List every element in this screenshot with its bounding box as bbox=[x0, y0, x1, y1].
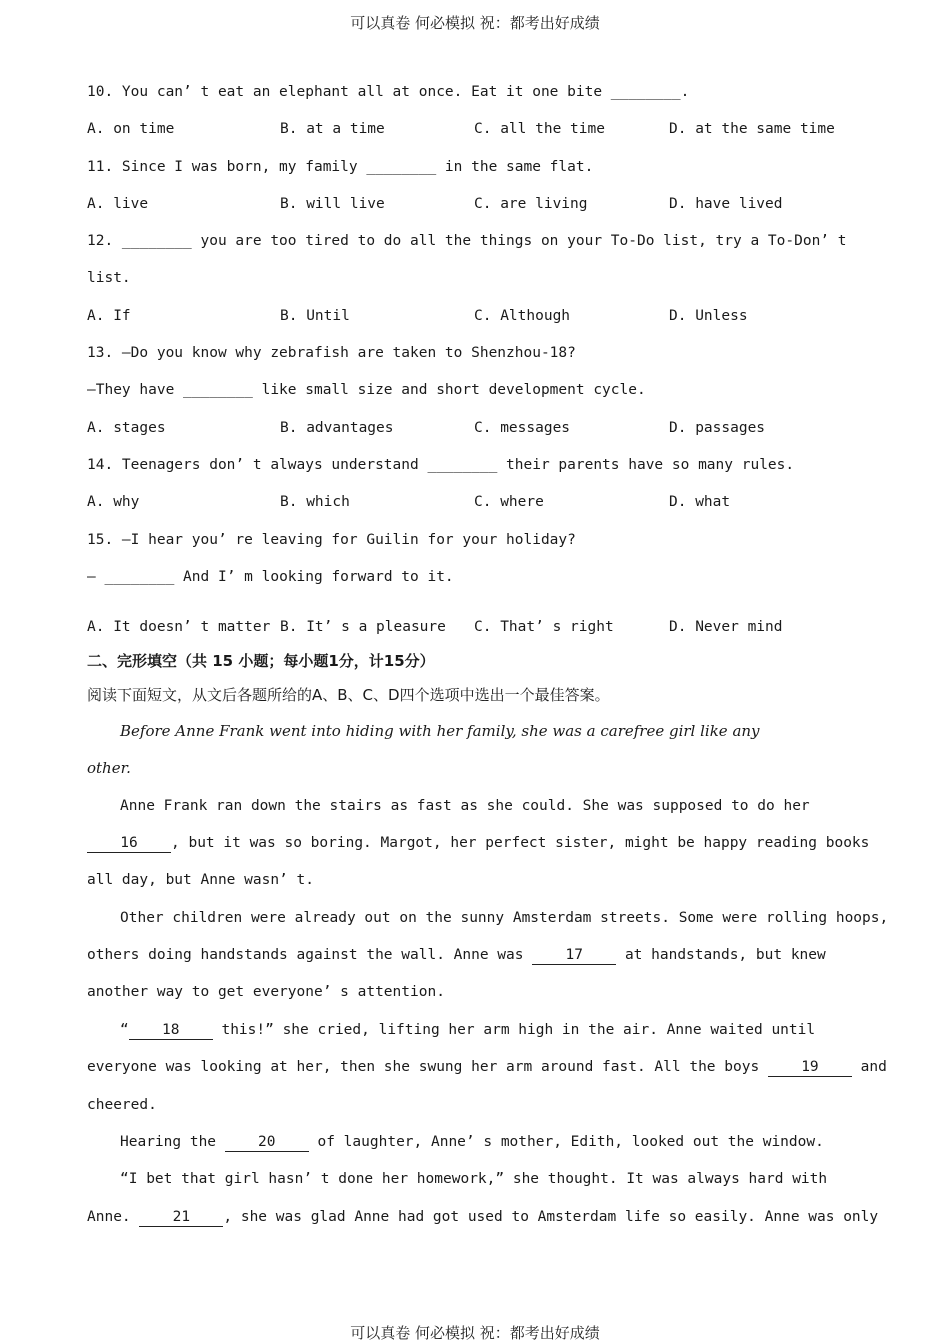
q14-option-a: A. why bbox=[87, 494, 140, 510]
passage-p1-line2 bbox=[87, 833, 869, 853]
passage-p2-line3: another way to get everyone’ s attention. bbox=[87, 984, 445, 1000]
passage-p3-line2 bbox=[87, 1057, 887, 1077]
q12-option-c: C. Although bbox=[474, 308, 571, 324]
page-footer: 可以真卷 何必模拟 祝：都考出好成绩 bbox=[350, 1324, 600, 1342]
q13-option-c: C. messages bbox=[474, 420, 571, 436]
q11-option-a: A. live bbox=[87, 196, 149, 212]
passage-p2-line1: Other children were already out on the sunny Amsterdam streets. Some were rolling hoops, bbox=[120, 910, 889, 926]
p1-line2-text: , but it was so boring. Margot, her perfect sister, might be happy reading books bbox=[171, 835, 870, 851]
p4-after: of laughter, Anne’ s mother, Edith, looked out the window. bbox=[308, 1134, 824, 1150]
passage-p3-line3: cheered. bbox=[87, 1097, 157, 1113]
q12-option-a: A. If bbox=[87, 308, 131, 324]
blank-17: 17 bbox=[532, 946, 616, 965]
p5-line2-before: Anne. bbox=[87, 1209, 140, 1225]
q15-blank: ________ bbox=[104, 569, 175, 585]
q14-option-d: D. what bbox=[669, 494, 731, 510]
q11-option-d: D. have lived bbox=[669, 196, 783, 212]
q15-option-d: D. Never mind bbox=[669, 619, 783, 635]
q14-option-b: B. which bbox=[280, 494, 350, 510]
p5-line2-after: , she was glad Anne had got used to Amsterdam life so easily. Anne was only bbox=[223, 1209, 879, 1225]
q15-option-a: A. It doesn’ t matter bbox=[87, 619, 271, 635]
question-15-reply bbox=[87, 567, 454, 587]
q11-option-b: B. will live bbox=[280, 196, 385, 212]
q14-option-c: C. where bbox=[474, 494, 544, 510]
q10-option-b: B. at a time bbox=[280, 121, 385, 137]
passage-p5-line2 bbox=[87, 1207, 878, 1227]
q10-option-d: D. at the same time bbox=[669, 121, 835, 137]
q15-option-b: B. It’ s a pleasure bbox=[280, 619, 446, 635]
question-15-stem: 15. —I hear you’ re leaving for Guilin for your holiday? bbox=[87, 532, 576, 548]
section-title: 二、完形填空（共 15 小题；每小题1分，计15分） bbox=[87, 652, 435, 670]
p4-before: Hearing the bbox=[120, 1134, 225, 1150]
question-13-stem: 13. —Do you know why zebrafish are taken to Shenzhou-18? bbox=[87, 345, 576, 361]
section-instruction: 阅读下面短文，从文后各题所给的A、B、C、D四个选项中选出一个最佳答案。 bbox=[87, 686, 610, 704]
passage-p1-line1: Anne Frank ran down the stairs as fast as she could. She was supposed to do her bbox=[120, 798, 810, 814]
q15-option-c: C. That’ s right bbox=[474, 619, 614, 635]
q13-option-d: D. passages bbox=[669, 420, 766, 436]
blank-20: 20 bbox=[225, 1133, 309, 1152]
question-11-stem: 11. Since I was born, my family ________ in the same flat. bbox=[87, 159, 594, 175]
p3-open-quote: “ bbox=[120, 1022, 129, 1038]
p3-line1-after: this!” she cried, lifting her arm high in the air. Anne waited until bbox=[212, 1022, 816, 1038]
question-13-stem-reply: —They have ________ like small size and short development cycle. bbox=[87, 382, 646, 398]
p2-line2-after: at handstands, but knew bbox=[616, 947, 826, 963]
blank-16: 16 bbox=[87, 834, 171, 853]
blank-18: 18 bbox=[129, 1021, 213, 1040]
q15-reply-text: And I’ m looking forward to it. bbox=[174, 569, 454, 585]
passage-p4-line1 bbox=[120, 1132, 824, 1152]
p3-line2-after: and bbox=[851, 1059, 887, 1075]
p3-line2-before: everyone was looking at her, then she swung her arm around fast. All the boys bbox=[87, 1059, 768, 1075]
q11-option-c: C. are living bbox=[474, 196, 588, 212]
q15-dash: — bbox=[87, 569, 105, 585]
passage-intro-cont: other. bbox=[87, 759, 131, 777]
p2-line2-before: others doing handstands against the wall. Anne was bbox=[87, 947, 533, 963]
q10-option-c: C. all the time bbox=[474, 121, 605, 137]
page-header: 可以真卷 何必模拟 祝：都考出好成绩 bbox=[350, 14, 600, 32]
passage-p1-line3: all day, but Anne wasn’ t. bbox=[87, 872, 314, 888]
q13-option-b: B. advantages bbox=[280, 420, 394, 436]
blank-19: 19 bbox=[768, 1058, 852, 1077]
question-14-stem: 14. Teenagers don’ t always understand ________ their parents have so many rules. bbox=[87, 457, 795, 473]
question-10-stem: 10. You can’ t eat an elephant all at once. Eat it one bite ________. bbox=[87, 84, 690, 100]
q13-option-a: A. stages bbox=[87, 420, 166, 436]
q10-option-a: A. on time bbox=[87, 121, 175, 137]
question-12-stem-cont: list. bbox=[87, 270, 131, 286]
passage-intro: Before Anne Frank went into hiding with her family, she was a carefree girl like any bbox=[120, 722, 760, 740]
q12-option-b: B. Until bbox=[280, 308, 350, 324]
question-12-stem: 12. ________ you are too tired to do all the things on your To-Do list, try a To-Don’ t bbox=[87, 233, 847, 249]
passage-p2-line2 bbox=[87, 945, 826, 965]
q12-option-d: D. Unless bbox=[669, 308, 748, 324]
blank-21: 21 bbox=[139, 1208, 223, 1227]
passage-p5-line1: “I bet that girl hasn’ t done her homework,” she thought. It was always hard with bbox=[120, 1171, 828, 1187]
passage-p3-line1 bbox=[120, 1020, 815, 1040]
